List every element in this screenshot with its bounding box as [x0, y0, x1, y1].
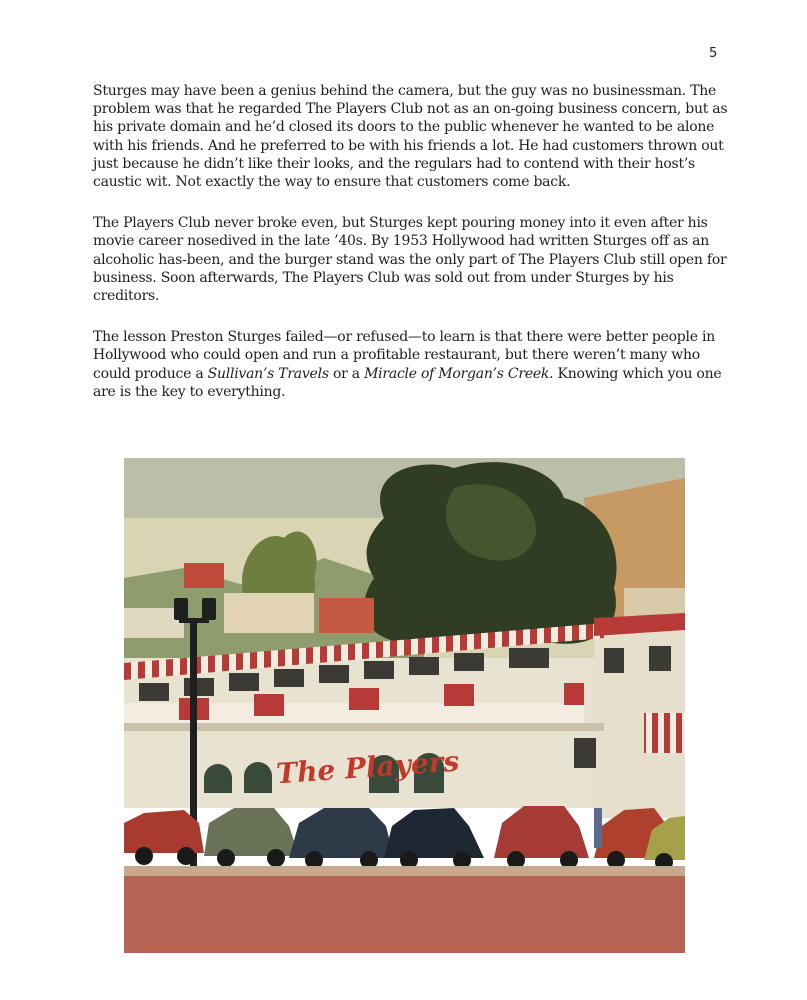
paragraph-3-text-e: . Knowing which you one are is the key to everything. — [93, 365, 722, 400]
paragraph-3 — [93, 328, 733, 401]
road — [124, 866, 685, 953]
film-title-miracle-of-morgans-creek: Miracle of Morgan’s Creek — [364, 365, 550, 382]
postcard-illustration — [124, 458, 685, 953]
page-number: 5 — [709, 46, 718, 61]
paragraph-3-text-c: or a — [328, 365, 365, 382]
players-club-postcard-image — [124, 458, 685, 953]
paragraph-3-text-a: The lesson Preston Sturges failed—or refused—to learn is that there were better people in Hollywood who could open and run a profitable restaurant, but there weren’t many who could produce a — [93, 329, 715, 382]
article-body — [93, 82, 733, 424]
paragraph-1: Sturges may have been a genius behind the camera, but the guy was no businessman. The problem was that he regarded The Players Club not as an on-going business concern, but as his private domain and he’d closed its doors to the public whenever he wanted to be alone with his friends. And he preferred to be with his friends a lot. He had customers thrown out just because he didn’t like their looks, and the regulars had to contend with their host’s caustic wit. Not exactly the way to ensure that customers come back. — [93, 83, 728, 191]
players-sign: The Players — [275, 744, 461, 791]
film-title-sullivans-travels: Sullivan’s Travels — [207, 365, 329, 382]
paragraph-2: The Players Club never broke even, but Sturges kept pouring money into it even after his movie career nosedived in the late ’40s. By 1953 Hollywood had written Sturges off as an alcoholic has-been, and the burger stand was the only part of The Players Club still open for business. Soon afterwards, The Players Club was sold out from under Sturges by his creditors. — [93, 215, 727, 305]
